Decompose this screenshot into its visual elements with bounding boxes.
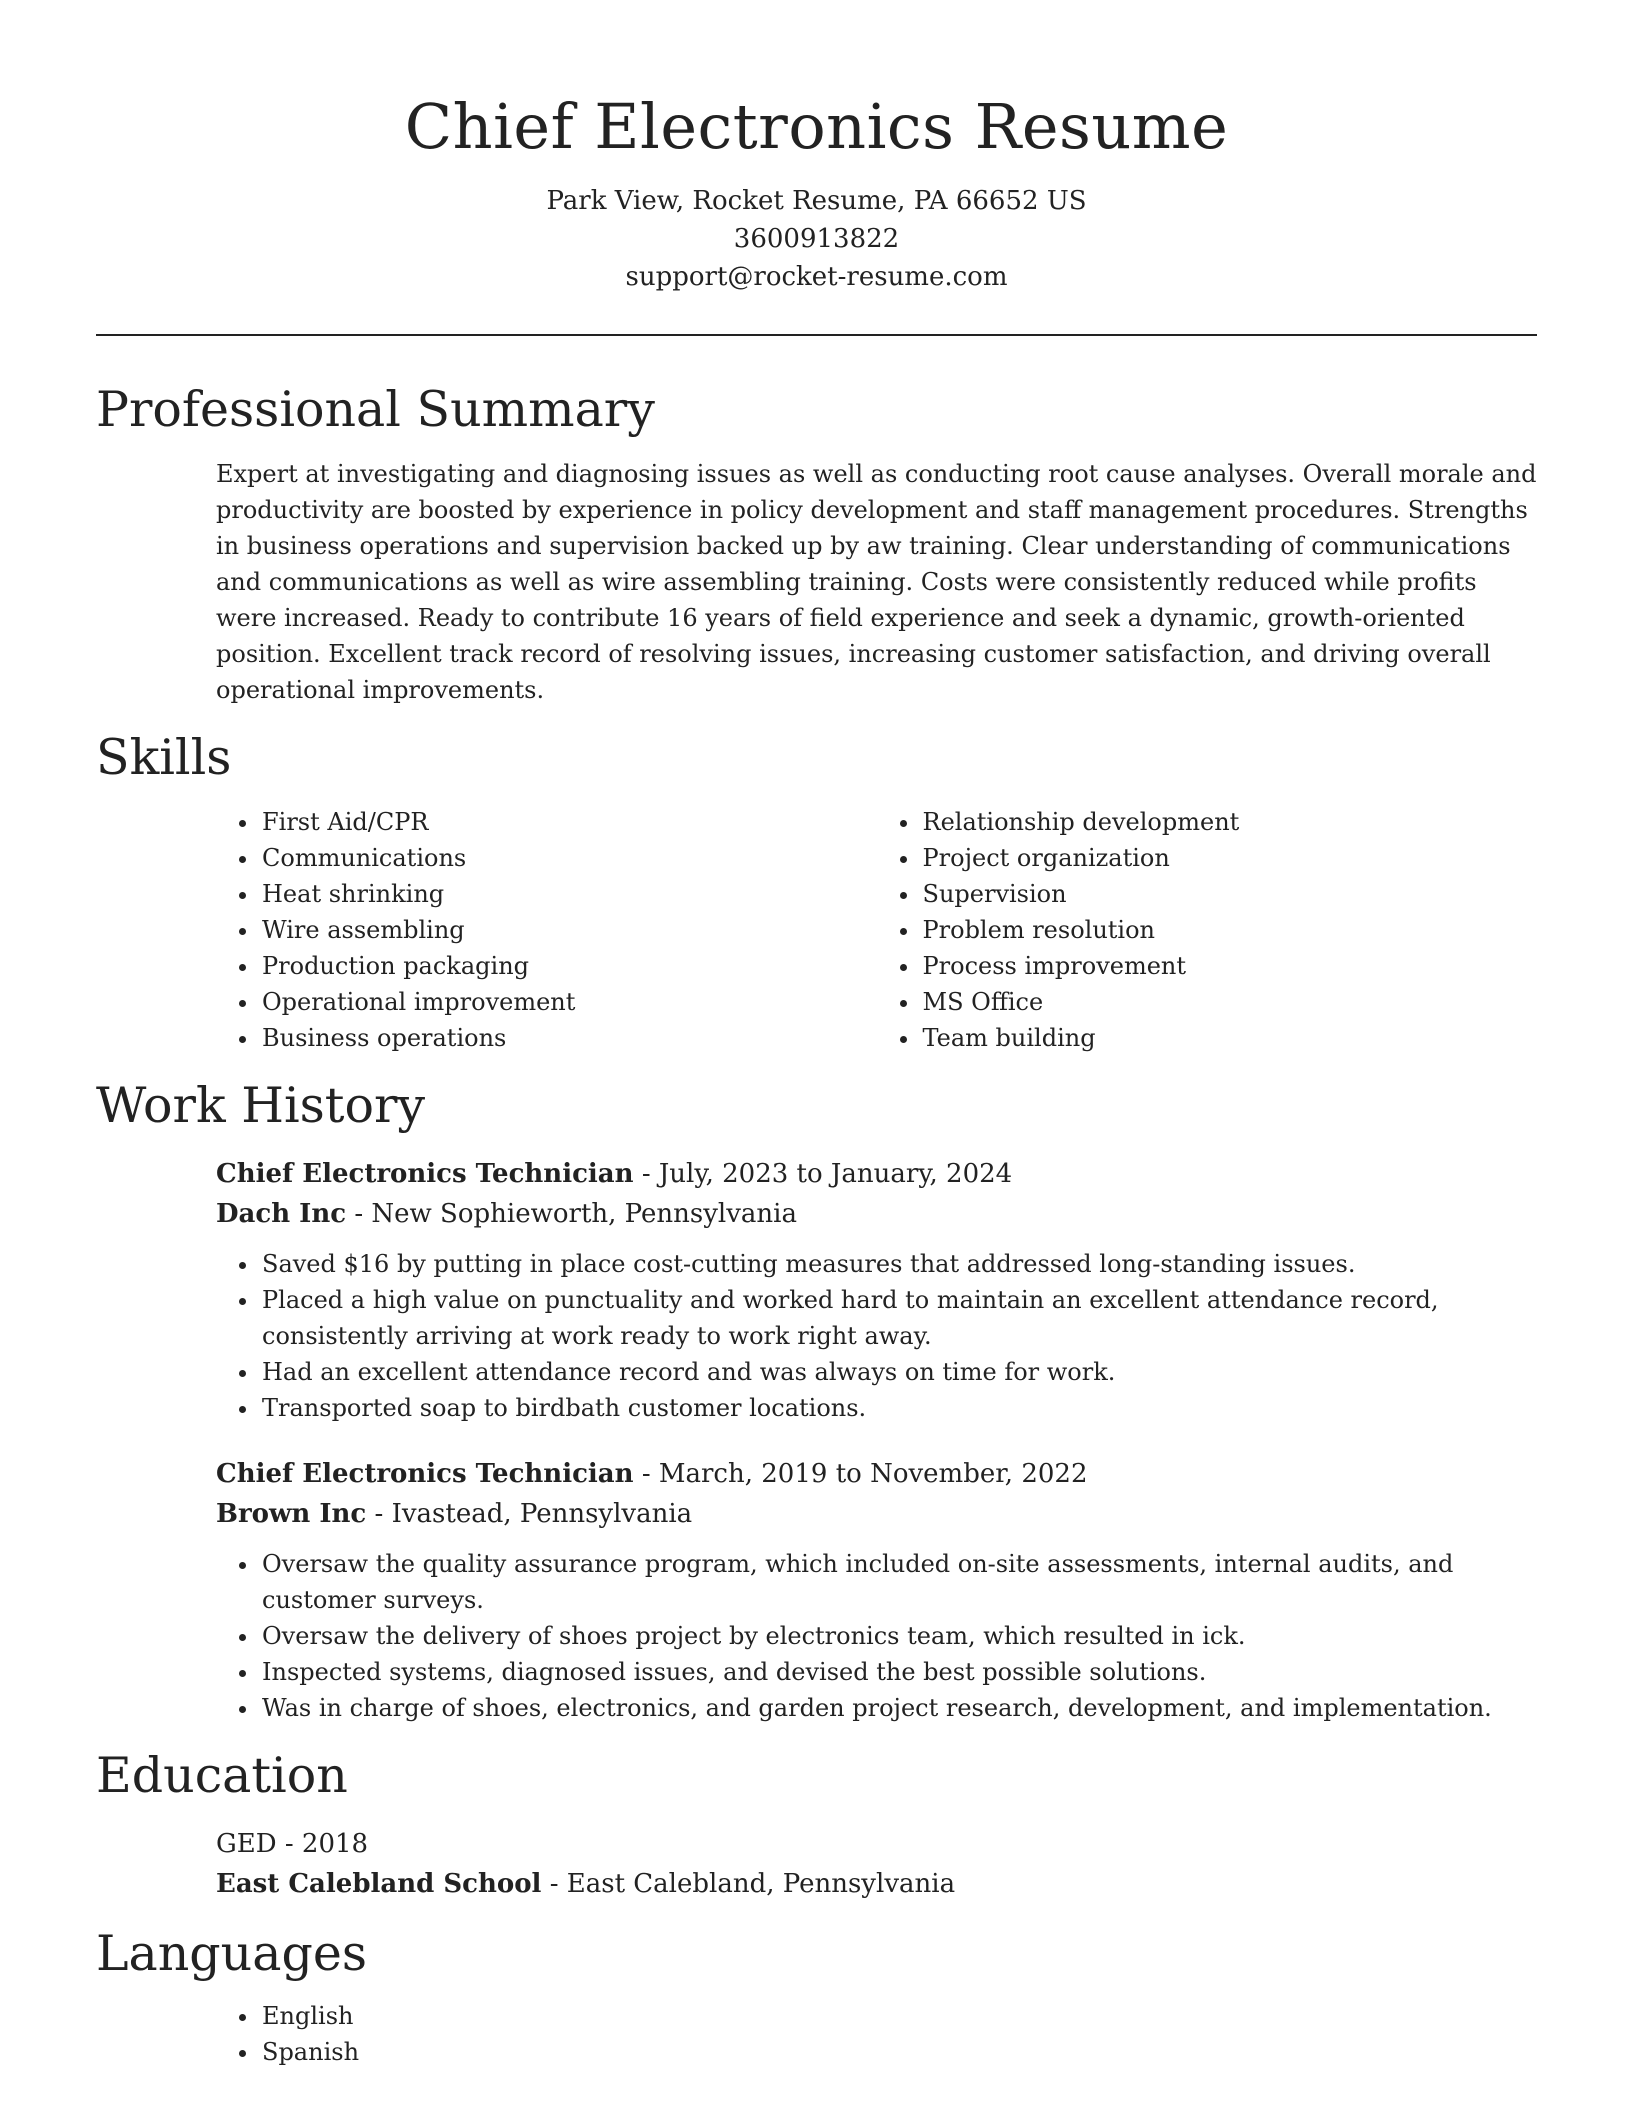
job-duties-list	[216, 1246, 1537, 1426]
education-year: - 2018	[276, 1829, 369, 1859]
skill-item: • Project organization	[921, 840, 1538, 876]
language-item: • English	[260, 1998, 1537, 2034]
contact-info	[96, 182, 1537, 296]
section-heading-education: Education	[96, 1747, 348, 1804]
job-duty: • Was in charge of shoes, electronics, and garden project research, development, and implementation.	[260, 1690, 1537, 1726]
job-dates: - March, 2019 to November, 2022	[633, 1459, 1088, 1489]
job-duty: • Oversaw the delivery of shoes project by electronics team, which resulted in ick.	[260, 1618, 1537, 1654]
job-duty: • Transported soap to birdbath customer locations.	[260, 1390, 1537, 1426]
job-company-line	[216, 1494, 1537, 1534]
section-heading-languages: Languages	[96, 1925, 367, 1982]
languages-section	[96, 1924, 1537, 2070]
job-position: Chief Electronics Technician	[216, 1159, 634, 1189]
skill-item: • Communications	[260, 840, 877, 876]
skill-item: • Process improvement	[921, 948, 1538, 984]
skill-item: • Team building	[921, 1020, 1538, 1056]
education-school-line	[216, 1864, 1537, 1904]
education-degree-line	[216, 1824, 1537, 1864]
language-item: • Spanish	[260, 2034, 1537, 2070]
skill-item: • Relationship development	[921, 804, 1538, 840]
job-position: Chief Electronics Technician	[216, 1459, 634, 1489]
languages-list	[216, 1998, 1537, 2070]
skill-item: • Heat shrinking	[260, 876, 877, 912]
skill-item: • First Aid/CPR	[260, 804, 877, 840]
skill-item: • MS Office	[921, 984, 1538, 1020]
skill-item: • Supervision	[921, 876, 1538, 912]
section-heading-summary: Professional Summary	[96, 381, 655, 438]
section-heading-work-history: Work History	[96, 1077, 426, 1134]
job-duty: • Oversaw the quality assurance program, which included on-site assessments, internal audits, and customer surveys.	[260, 1546, 1537, 1618]
job-title-line	[216, 1454, 1537, 1494]
skill-item: • Wire assembling	[260, 912, 877, 948]
resume-header	[96, 84, 1537, 336]
job-duty: • Placed a high value on punctuality and worked hard to maintain an excellent attendance record, consistently arriving at work ready to work right away.	[260, 1282, 1537, 1354]
education-degree: GED	[216, 1829, 277, 1859]
education-location: - East Calebland, Pennsylvania	[541, 1869, 956, 1899]
skill-item: • Operational improvement	[260, 984, 877, 1020]
job-company: Dach Inc	[216, 1199, 347, 1229]
job-duty: • Saved $16 by putting in place cost-cutting measures that addressed long-standing issues.	[260, 1246, 1537, 1282]
skill-item: • Business operations	[260, 1020, 877, 1056]
skill-item: • Problem resolution	[921, 912, 1538, 948]
job-location: - New Sophieworth, Pennsylvania	[346, 1199, 797, 1229]
skill-item: • Production packaging	[260, 948, 877, 984]
skills-section	[96, 728, 1537, 1056]
section-heading-skills: Skills	[96, 729, 232, 786]
header-divider	[96, 334, 1537, 336]
contact-email: support@rocket-resume.com	[625, 262, 1008, 292]
contact-address: Park View, Rocket Resume, PA 66652 US	[546, 186, 1087, 216]
contact-phone: 3600913822	[733, 224, 900, 254]
education-entry	[216, 1824, 1537, 1904]
skills-list-right	[877, 804, 1538, 1056]
resume-title: Chief Electronics Resume	[404, 90, 1229, 163]
education-section	[96, 1746, 1537, 1904]
job-entry	[216, 1154, 1537, 1426]
job-title-line	[216, 1154, 1537, 1194]
job-company: Brown Inc	[216, 1499, 367, 1529]
job-entry	[216, 1454, 1537, 1726]
work-history-section	[96, 1076, 1537, 1726]
job-company-line	[216, 1194, 1537, 1234]
skills-list-left	[216, 804, 877, 1056]
job-duty: • Had an excellent attendance record and was always on time for work.	[260, 1354, 1537, 1390]
job-duty: • Inspected systems, diagnosed issues, and devised the best possible solutions.	[260, 1654, 1537, 1690]
skills-columns	[216, 804, 1537, 1056]
education-school: East Calebland School	[216, 1869, 542, 1899]
job-duties-list	[216, 1546, 1537, 1726]
professional-summary-section	[96, 380, 1537, 708]
resume-page	[96, 0, 1537, 2070]
job-location: - Ivastead, Pennsylvania	[366, 1499, 693, 1529]
summary-text: Expert at investigating and diagnosing issues as well as conducting root cause analyses. Overall morale and productivity are boosted by experience in policy development and staff management procedures. Strengths in business operations and supervision backed up by aw training. Clear understanding of communications and communications as well as wire assembling training. Costs were consistently reduced while profits were increased. Ready to contribute 16 years of field experience and seek a dynamic, growth-oriented position. Excellent track record of resolving issues, increasing customer satisfaction, and driving overall operational improvements.	[216, 460, 1537, 704]
job-dates: - July, 2023 to January, 2024	[633, 1159, 1013, 1189]
